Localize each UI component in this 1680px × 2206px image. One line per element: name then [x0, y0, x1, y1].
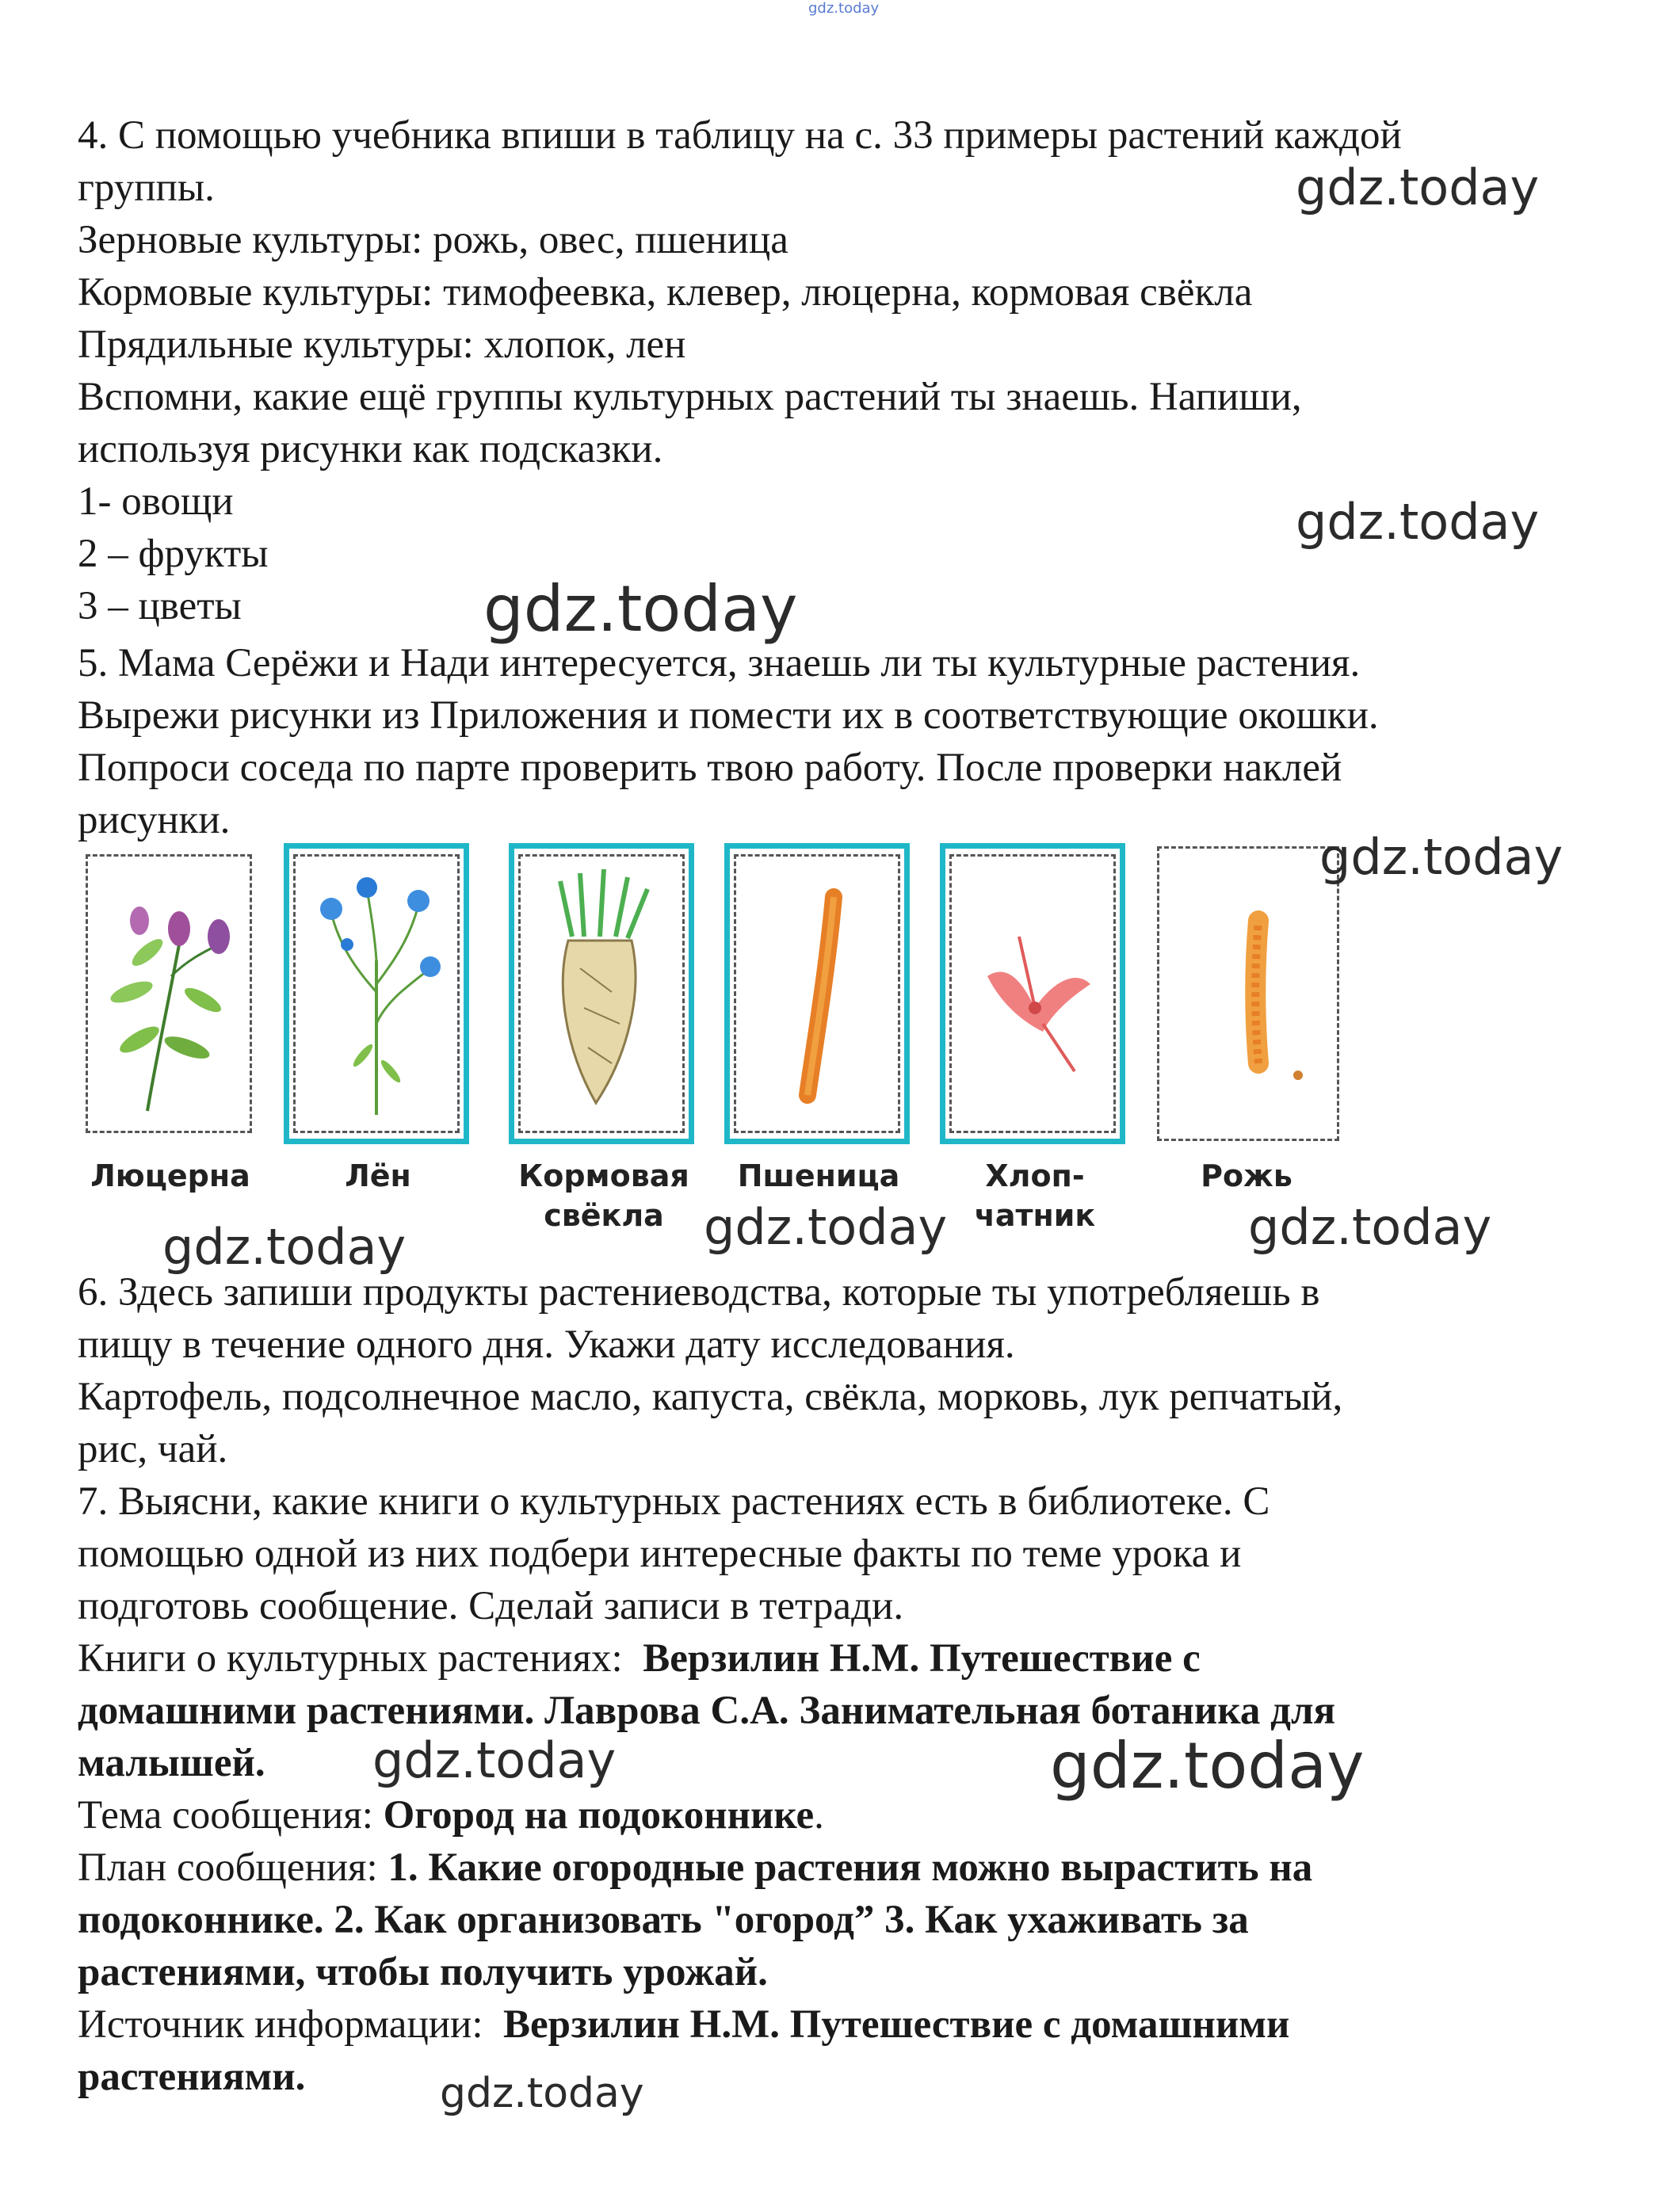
watermark: gdz.today: [1248, 1198, 1492, 1256]
source-line1: [78, 1998, 1631, 2051]
caption-fodder-beet-line2: свёкла: [544, 1198, 664, 1233]
task4-line1: 4. С помощью учебника впиши в таблицу на с. 33 примеры растений каждой: [78, 113, 1402, 158]
task5-block: [78, 637, 1631, 846]
plan-label: План сообщения:: [78, 1845, 378, 1890]
books-line1: [78, 1632, 1631, 1685]
answer-item-3: 3 – цветы: [78, 584, 242, 628]
card-rye: [1155, 843, 1341, 1144]
books-line2: [78, 1685, 1631, 1737]
card-cotton: [940, 843, 1125, 1144]
wheat-icon: [740, 865, 894, 1119]
caption-fodder-beet: [509, 1156, 699, 1235]
fodder-crops: Кормовые культуры: тимофеевка, клевер, люцерна, кормовая свёкла: [78, 270, 1253, 315]
topic-label: Тема сообщения:: [78, 1793, 373, 1838]
books-line3: [78, 1737, 1631, 1789]
source-line2: [78, 2051, 1631, 2103]
source-value2: растениями.: [78, 2055, 306, 2099]
answer-item-1: 1- овощи: [78, 479, 234, 524]
books-label: Книги о культурных растениях:: [78, 1636, 623, 1681]
caption-flax: Лён: [345, 1158, 411, 1193]
top-watermark: gdz.today: [808, 0, 880, 17]
watermark: gdz.today: [1319, 828, 1564, 886]
task6-answer1: Картофель, подсолнечное масло, капуста, свёкла, морковь, лук репчатый,: [78, 1375, 1343, 1419]
plan-line1: [78, 1842, 1631, 1894]
watermark: gdz.today: [1050, 1729, 1365, 1803]
task4-line2: группы.: [78, 166, 215, 210]
task6-line1: 6. Здесь запиши продукты растениеводства, которые ты употребляешь в: [78, 1270, 1320, 1315]
plan-line3: [78, 1946, 1631, 1998]
caption-wheat: Пшеница: [737, 1158, 900, 1193]
grain-crops: Зерновые культуры: рожь, овес, пшеница: [78, 218, 788, 262]
books-value2: домашними растениями. Лаврова С.А. Занимательная ботаника для: [78, 1689, 1336, 1733]
task5-line4: рисунки.: [78, 798, 231, 842]
task7-line3: подготовь сообщение. Сделай записи в тетради.: [78, 1584, 904, 1628]
flax-icon: [300, 865, 453, 1119]
task6-block: [78, 1266, 1631, 1475]
watermark: gdz.today: [440, 2070, 644, 2117]
books-value1: Верзилин Н.М. Путешествие с: [643, 1636, 1201, 1681]
source-label: Источник информации:: [78, 2002, 483, 2047]
watermark: gdz.today: [1296, 493, 1540, 551]
card-wheat: [724, 843, 910, 1144]
caption-alfalfa: Люцерна: [90, 1158, 250, 1193]
watermark: gdz.today: [162, 1218, 407, 1276]
recall-line2: используя рисунки как подсказки.: [78, 427, 663, 471]
watermark: gdz.today: [372, 1731, 617, 1789]
rye-icon: [1171, 865, 1325, 1119]
task7-line2: помощью одной из них подбери интересные факты по теме урока и: [78, 1532, 1242, 1576]
card-alfalfa: [76, 843, 262, 1144]
plan-line2: [78, 1894, 1631, 1946]
books-value3: малышей.: [78, 1741, 265, 1785]
watermark: gdz.today: [483, 572, 798, 646]
cotton-icon: [956, 865, 1109, 1119]
caption-cotton-line1: Хлоп-: [985, 1158, 1085, 1193]
topic-value: Огород на подоконнике: [383, 1793, 815, 1838]
watermark: gdz.today: [1296, 158, 1540, 216]
watermark: gdz.today: [704, 1198, 948, 1256]
task7-block: [78, 1475, 1631, 2103]
card-flax: [284, 843, 469, 1144]
task5-line1: 5. Мама Серёжи и Нади интересуется, знаешь ли ты культурные растения.: [78, 641, 1361, 685]
caption-fodder-beet-line1: Кормовая: [518, 1158, 689, 1193]
caption-cotton: [940, 1156, 1130, 1235]
answer-item-2: 2 – фрукты: [78, 532, 269, 576]
card-fodder-beet: [509, 843, 694, 1144]
topic-line: [78, 1789, 1631, 1842]
plan-value3: растениями, чтобы получить урожай.: [78, 1950, 768, 1994]
recall-line1: Вспомни, какие ещё группы культурных растений ты знаешь. Напиши,: [78, 375, 1302, 419]
source-value1: Верзилин Н.М. Путешествие с домашними: [503, 2002, 1290, 2047]
task7-line1: 7. Выясни, какие книги о культурных растениях есть в библиотеке. С: [78, 1479, 1270, 1524]
task6-answer2: рис, чай.: [78, 1427, 228, 1471]
task6-line2: пищу в течение одного дня. Укажи дату исследования.: [78, 1322, 1015, 1367]
plan-value2: подоконнике. 2. Как организовать "огород” 3. Как ухаживать за: [78, 1898, 1249, 1942]
topic-end: .: [814, 1793, 824, 1838]
alfalfa-icon: [92, 865, 246, 1119]
task5-line3: Попроси соседа по парте проверить твою работу. После проверки наклей: [78, 746, 1342, 790]
fodder-beet-icon: [525, 865, 678, 1119]
caption-rye: Рожь: [1201, 1158, 1292, 1193]
task5-line2: Вырежи рисунки из Приложения и помести их в соответствующие окошки.: [78, 693, 1379, 738]
plan-value1: 1. Какие огородные растения можно вырастить на: [388, 1845, 1313, 1890]
caption-cotton-line2: чатник: [974, 1198, 1096, 1233]
spinning-crops: Прядильные культуры: хлопок, лен: [78, 323, 686, 367]
